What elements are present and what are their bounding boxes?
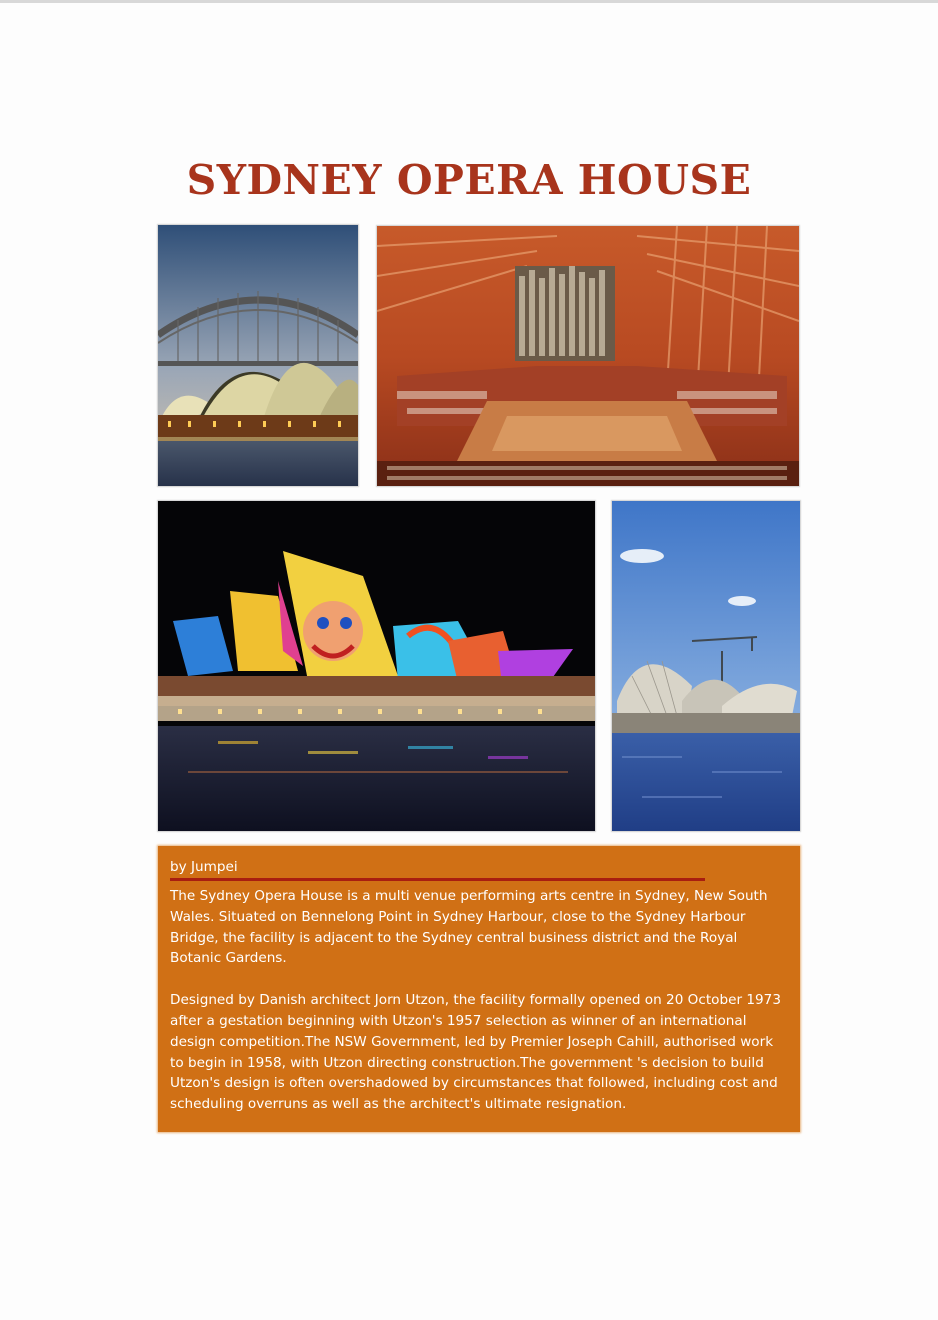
article-box [158, 846, 800, 1132]
byline: by Jumpei [170, 859, 238, 875]
article-paragraph-2: Designed by Danish architect Jorn Utzon, the facility formally opened on 20 October 1973 after a gestation beginning with Utzon's 1957 selection as winner of an international design competition.The NSW Government, led by Premier Joseph Cahill, authorised work to begin in 1958, with Utzon directing construction.The government 's decision to build Utzon's design is often overshadowed by circumstances that followed, including cost and scheduling overruns as well as the architect's ultimate resignation. [170, 992, 781, 1113]
byline-rule [170, 878, 705, 881]
page-title: SYDNEY OPERA HOUSE [186, 156, 752, 204]
article-paragraph-1: The Sydney Opera House is a multi venue performing arts centre in Sydney, New South Wales. Situated on Bennelong Point in Sydney Harbour, close to the Sydney Harbour Bridge, the facility is adjacent to the Sydney central business district and the Royal Botanic Gardens. [170, 888, 768, 967]
photo-construction [612, 501, 800, 831]
photo-vivid-projection [158, 501, 595, 831]
photo-opera-house-bridge [158, 225, 358, 486]
top-border [0, 0, 938, 3]
photo-concert-hall [377, 226, 799, 486]
